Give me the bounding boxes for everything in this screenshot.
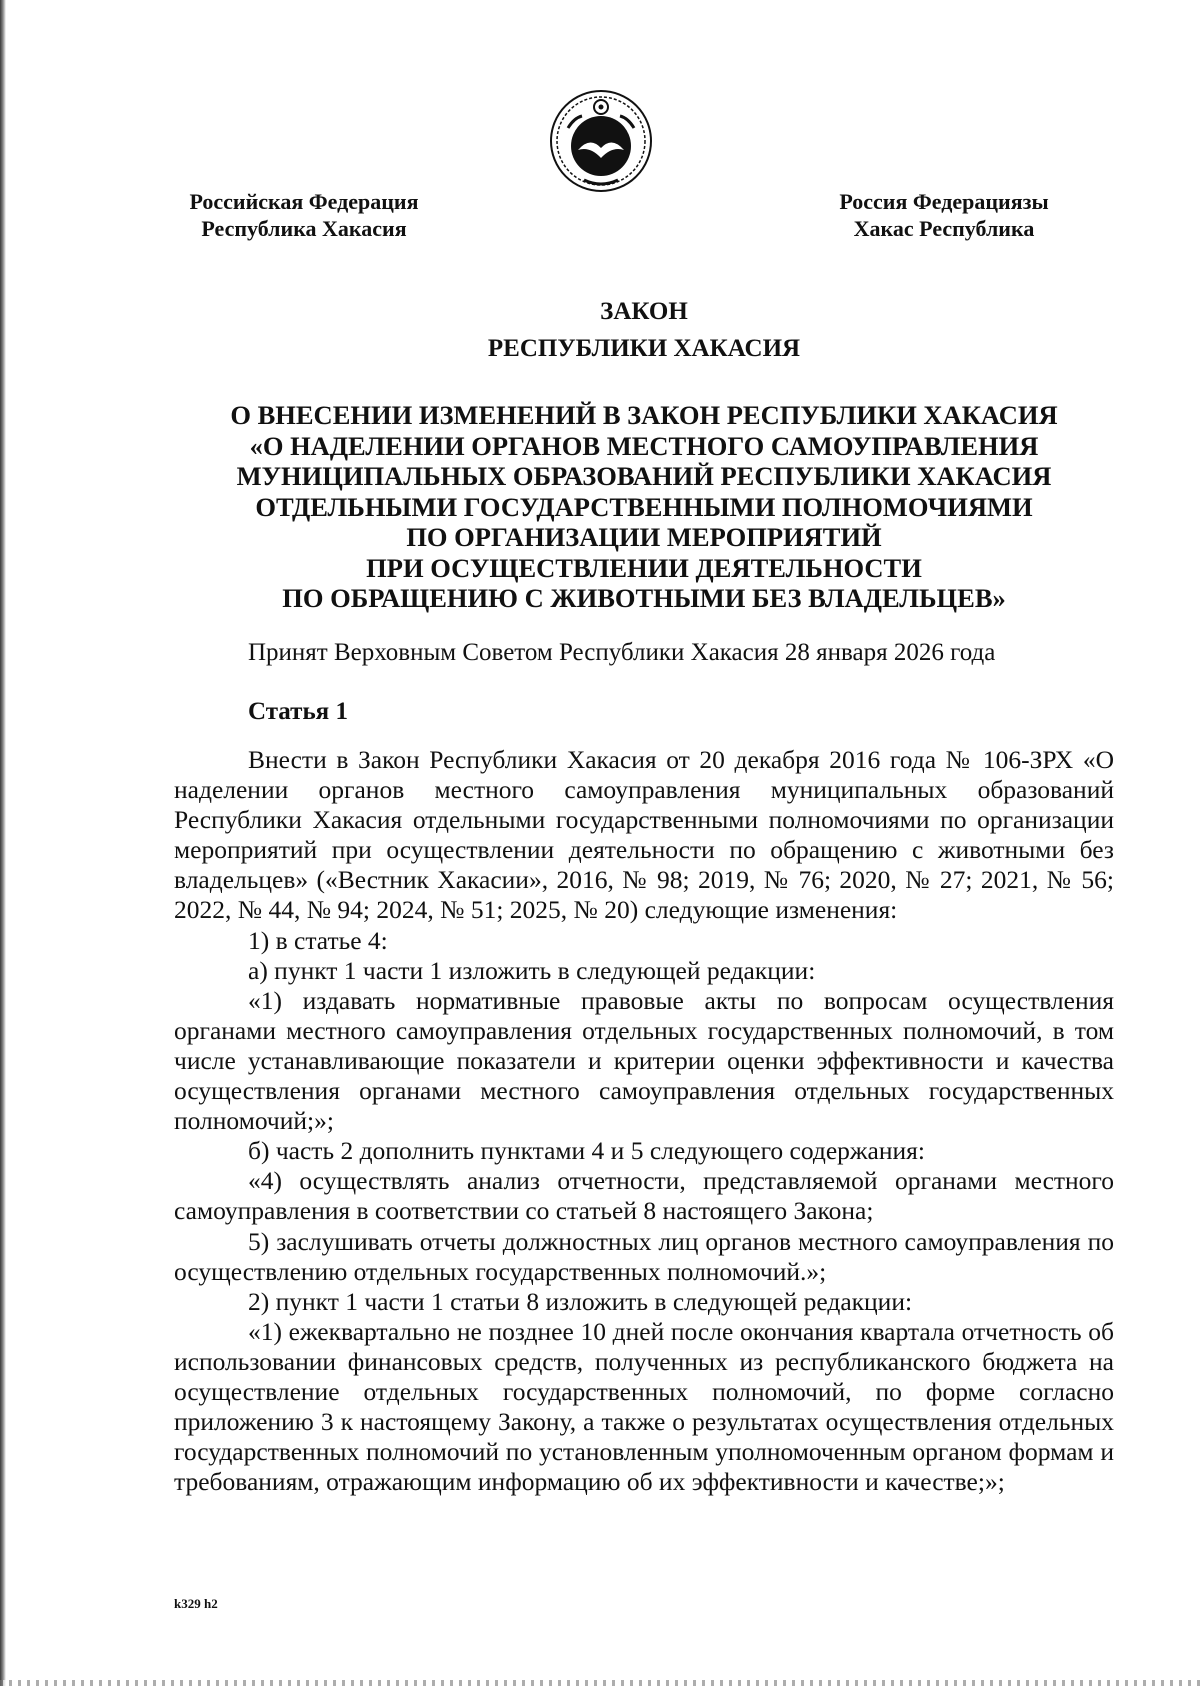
law-subject-line: О ВНЕСЕНИИ ИЗМЕНЕНИЙ В ЗАКОН РЕСПУБЛИКИ ХАКАСИЯ [230,400,1058,430]
law-subject [174,400,1114,614]
law-subject-line: ПО ОРГАНИЗАЦИИ МЕРОПРИЯТИЙ [406,522,882,552]
adoption-note: Принят Верховным Советом Республики Хакасия 28 января 2026 года [248,639,996,666]
law-subject-line: ПРИ ОСУЩЕСТВЛЕНИИ ДЕЯТЕЛЬНОСТИ [366,552,922,583]
header-khakas-language [824,188,1064,242]
header-right-line: Хакас Республика [853,216,1035,241]
law-title-line: РЕСПУБЛИКИ ХАКАСИЯ [487,335,801,362]
header-right-line: Россия Федерациязы [839,189,1049,214]
scan-edge-bottom [0,1680,1200,1686]
khakassia-coat-of-arms-icon [548,88,654,194]
article-paragraph: Внести в Закон Республики Хакасия от 20 декабря 2016 года № 106-ЗРХ «О наделении органов местного самоуправления муниципальных образований Республики Хакасия отдельными государственными полномочиями по организации мероприятий при осуществлении деятельности по обращению с животными без владельцев» («Вестник Хакасии», 2016, № 98; 2019, № 76; 2020, № 27; 2021, № 56; 2022, № 44, № 94; 2024, № 51; 2025, № 20) следующие изменения: [174,745,1114,925]
article-paragraph: «1) ежеквартально не позднее 10 дней после окончания квартала отчетность об использовании финансовых средств, полученных из республиканского бюджета на осуществление отдельных государственных полномочий, по форме согласно приложению 3 к настоящему Закону, а также о результатах осуществления отдельных государственных полномочий по установленным уполномоченным органом формам и требованиям, отражающим информацию об их эффективности и качестве;»; [174,1316,1114,1497]
article-paragraph: «1) издавать нормативные правовые акты по вопросам осуществления органами местного самоуправления отдельных государственных полномочий, в том числе устанавливающие показатели и критерии оценки эффективности и качества осуществления органами местного самоуправления отдельных государственных полномочий;»; [174,985,1114,1136]
article-body [174,745,1114,1497]
law-subject-line: ОТДЕЛЬНЫМИ ГОСУДАРСТВЕННЫМИ ПОЛНОМОЧИЯМИ [255,491,1033,522]
article-paragraph: а) пункт 1 части 1 изложить в следующей редакции: [248,955,816,985]
article-paragraph: 5) заслушивать отчеты должностных лиц органов местного самоуправления по осуществлению отдельных государственных полномочий.»; [174,1226,1114,1286]
law-subject-line: ПО ОБРАЩЕНИЮ С ЖИВОТНЫМИ БЕЗ ВЛАДЕЛЬЦЕВ» [282,583,1006,613]
law-subject-line: «О НАДЕЛЕНИИ ОРГАНОВ МЕСТНОГО САМОУПРАВЛЕНИЯ [249,430,1039,461]
article-paragraph: 1) в статье 4: [248,925,388,955]
header-left-line: Российская Федерация [189,189,419,214]
scan-edge [0,0,6,1686]
header-russian-federation [174,188,434,242]
article-paragraph: б) часть 2 дополнить пунктами 4 и 5 следующего содержания: [248,1136,925,1166]
article-heading: Статья 1 [248,698,348,725]
law-title [174,293,1114,367]
law-subject-line: МУНИЦИПАЛЬНЫХ ОБРАЗОВАНИЙ РЕСПУБЛИКИ ХАКАСИЯ [236,461,1052,491]
law-title-line: ЗАКОН [600,298,688,325]
header-left-line: Республика Хакасия [201,216,407,241]
document-code: k329 h2 [174,1596,218,1611]
article-paragraph: 2) пункт 1 части 1 статьи 8 изложить в следующей редакции: [248,1286,913,1316]
article-paragraph: «4) осуществлять анализ отчетности, представляемой органами местного самоуправления в соответствии со статьей 8 настоящего Закона; [174,1166,1114,1226]
